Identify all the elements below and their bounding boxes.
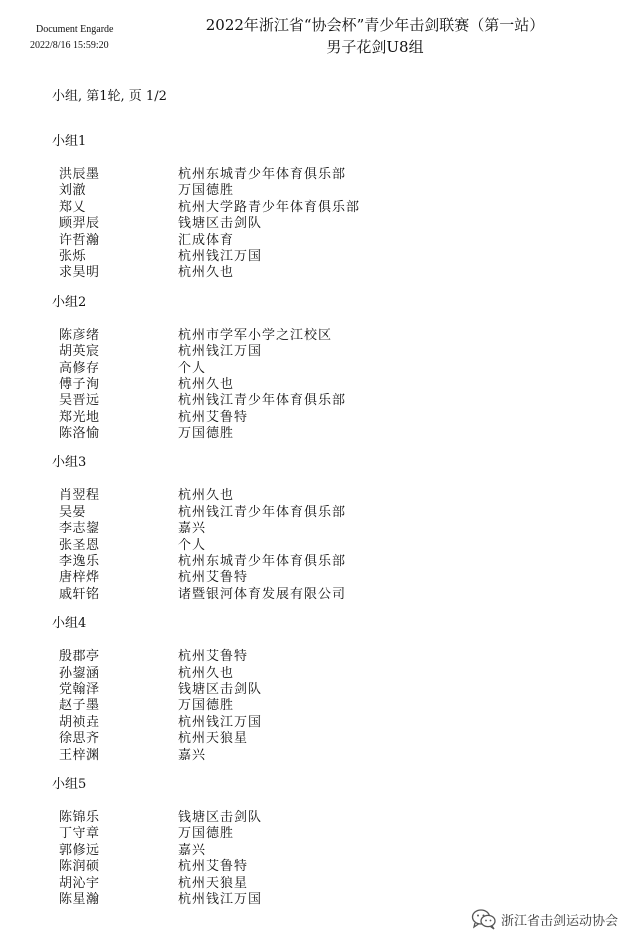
fencer-club: 杭州久也 bbox=[178, 488, 235, 504]
fencer-club: 钱塘区击剑队 bbox=[178, 216, 263, 232]
document-title bbox=[190, 14, 560, 58]
fencer-club: 杭州大学路青少年体育俱乐部 bbox=[178, 199, 361, 215]
fencer-row bbox=[0, 183, 632, 199]
fencer-row bbox=[0, 826, 632, 842]
fencer-name: 郑光地 bbox=[59, 409, 100, 425]
fencer-name: 陈洛愉 bbox=[59, 426, 100, 442]
pool-fencer-list bbox=[0, 810, 632, 908]
fencer-row bbox=[0, 682, 632, 698]
fencer-name: 刘澈 bbox=[59, 183, 87, 199]
fencer-name: 求昊明 bbox=[59, 265, 100, 281]
fencer-club: 杭州久也 bbox=[178, 265, 235, 281]
fencer-row bbox=[0, 649, 632, 665]
fencer-name: 唐梓烨 bbox=[59, 570, 100, 586]
pool-fencer-list bbox=[0, 167, 632, 282]
fencer-name: 顾羿辰 bbox=[59, 216, 100, 232]
fencer-row bbox=[0, 538, 632, 554]
fencer-row bbox=[0, 361, 632, 377]
fencer-club: 诸暨银河体育发展有限公司 bbox=[178, 586, 347, 602]
fencer-row bbox=[0, 410, 632, 426]
fencer-row bbox=[0, 344, 632, 360]
fencer-row bbox=[0, 876, 632, 892]
fencer-name: 洪辰墨 bbox=[59, 167, 100, 182]
fencer-name: 郑乂 bbox=[59, 199, 87, 215]
fencer-club: 杭州天狼星 bbox=[178, 731, 249, 747]
fencer-name: 胡英宸 bbox=[59, 344, 100, 360]
fencer-club: 杭州市学军小学之江校区 bbox=[178, 327, 333, 343]
fencer-name: 胡祯垚 bbox=[59, 714, 100, 730]
fencer-club: 万国德胜 bbox=[178, 826, 235, 842]
competition-title: 2022年浙江省“协会杯”青少年击剑联赛（第一站） bbox=[205, 16, 545, 34]
fencer-row bbox=[0, 377, 632, 393]
fencer-name: 赵子墨 bbox=[59, 698, 100, 714]
fencer-row bbox=[0, 200, 632, 216]
fencer-name: 高修存 bbox=[59, 360, 100, 376]
fencer-row bbox=[0, 731, 632, 747]
fencer-club: 杭州久也 bbox=[178, 376, 235, 392]
fencer-club: 嘉兴 bbox=[178, 521, 207, 537]
fencer-row bbox=[0, 554, 632, 570]
fencer-row bbox=[0, 505, 632, 521]
fencer-club: 杭州钱江万国 bbox=[178, 891, 263, 907]
fencer-name: 吴晋远 bbox=[59, 393, 100, 409]
fencer-club: 杭州艾鲁特 bbox=[178, 859, 249, 875]
fencer-name: 党翰泽 bbox=[59, 681, 100, 697]
fencer-name: 傅子洵 bbox=[59, 376, 100, 392]
fencer-club: 嘉兴 bbox=[178, 747, 207, 763]
fencer-club: 杭州艾鲁特 bbox=[178, 649, 249, 665]
fencer-name: 陈彦绪 bbox=[59, 327, 100, 343]
fencer-club: 万国德胜 bbox=[178, 183, 235, 199]
fencer-row bbox=[0, 216, 632, 232]
fencer-row bbox=[0, 570, 632, 586]
document-meta bbox=[30, 22, 113, 54]
fencer-name: 王梓渊 bbox=[59, 747, 100, 763]
fencer-club: 杭州钱江青少年体育俱乐部 bbox=[178, 393, 347, 409]
pool-title: 小组1 bbox=[52, 134, 87, 149]
pool-fencer-list bbox=[0, 649, 632, 764]
fencer-row bbox=[0, 810, 632, 826]
fencer-club: 个人 bbox=[178, 537, 207, 553]
fencer-name: 李志鋆 bbox=[59, 521, 100, 537]
fencer-row bbox=[0, 698, 632, 714]
fencer-club: 万国德胜 bbox=[178, 698, 235, 714]
fencer-club: 万国德胜 bbox=[178, 426, 235, 442]
fencer-name: 陈锦乐 bbox=[59, 809, 100, 825]
fencer-club: 杭州久也 bbox=[178, 665, 235, 681]
fencer-name: 郭修远 bbox=[59, 842, 100, 858]
pool-title: 小组3 bbox=[52, 455, 87, 471]
fencer-club: 杭州艾鲁特 bbox=[178, 570, 249, 586]
pool-title: 小组5 bbox=[52, 776, 87, 792]
fencer-club: 杭州天狼星 bbox=[178, 875, 249, 891]
fencer-club: 杭州钱江万国 bbox=[178, 248, 263, 264]
fencer-row bbox=[0, 715, 632, 731]
fencer-name: 徐思齐 bbox=[59, 731, 100, 747]
fencer-name: 殷郡亭 bbox=[59, 649, 100, 665]
fencer-row bbox=[0, 488, 632, 504]
fencer-name: 张烁 bbox=[59, 248, 87, 264]
fencer-row bbox=[0, 843, 632, 859]
fencer-club: 汇成体育 bbox=[178, 232, 235, 248]
fencer-name: 丁守章 bbox=[59, 826, 100, 842]
round-page-info: 小组, 第1轮, 页 1/2 bbox=[52, 89, 167, 104]
fencer-club: 杭州艾鲁特 bbox=[178, 409, 249, 425]
event-title: 男子花剑U8组 bbox=[326, 38, 424, 56]
fencer-club: 杭州钱江万国 bbox=[178, 344, 263, 360]
fencer-club: 个人 bbox=[178, 360, 207, 376]
fencer-name: 吴晏 bbox=[59, 504, 87, 520]
fencer-row bbox=[0, 233, 632, 249]
pool-fencer-list bbox=[0, 488, 632, 603]
fencer-row bbox=[0, 393, 632, 409]
fencer-row bbox=[0, 265, 632, 281]
fencer-club: 钱塘区击剑队 bbox=[178, 809, 263, 825]
fencer-club: 钱塘区击剑队 bbox=[178, 681, 263, 697]
pool-title: 小组4 bbox=[52, 616, 87, 632]
fencer-name: 李逸乐 bbox=[59, 554, 100, 570]
pool-list bbox=[0, 132, 632, 919]
fencer-name: 孙鋆涵 bbox=[59, 665, 100, 681]
fencer-club: 嘉兴 bbox=[178, 842, 207, 858]
fencer-row bbox=[0, 892, 632, 908]
fencer-name: 许哲瀚 bbox=[59, 232, 100, 248]
fencer-club: 杭州钱江万国 bbox=[178, 714, 263, 730]
fencer-name: 张圣恩 bbox=[59, 537, 100, 553]
fencer-row bbox=[0, 328, 632, 344]
fencer-row bbox=[0, 167, 632, 183]
print-datetime: 2022/8/16 15:59:20 bbox=[30, 40, 109, 51]
wechat-icon bbox=[471, 908, 497, 930]
fencer-row bbox=[0, 859, 632, 875]
fencer-row bbox=[0, 249, 632, 265]
pool-fencer-list bbox=[0, 328, 632, 443]
fencer-name: 戚轩铭 bbox=[59, 586, 100, 602]
fencer-name: 胡沁宇 bbox=[59, 875, 100, 891]
app-name: Document Engarde bbox=[36, 24, 114, 35]
fencer-row bbox=[0, 521, 632, 537]
fencer-row bbox=[0, 666, 632, 682]
watermark-text: 浙江省击剑运动协会 bbox=[500, 913, 618, 929]
fencer-row bbox=[0, 587, 632, 603]
watermark bbox=[471, 908, 618, 930]
fencer-name: 陈润硕 bbox=[59, 859, 100, 875]
fencer-club: 杭州东城青少年体育俱乐部 bbox=[178, 554, 347, 570]
fencer-row bbox=[0, 426, 632, 442]
fencer-name: 肖翌程 bbox=[59, 488, 100, 504]
fencer-club: 杭州钱江青少年体育俱乐部 bbox=[178, 504, 347, 520]
fencer-name: 陈星瀚 bbox=[59, 891, 100, 907]
pool-title: 小组2 bbox=[52, 294, 87, 310]
fencer-club: 杭州东城青少年体育俱乐部 bbox=[178, 167, 347, 182]
fencer-row bbox=[0, 748, 632, 764]
